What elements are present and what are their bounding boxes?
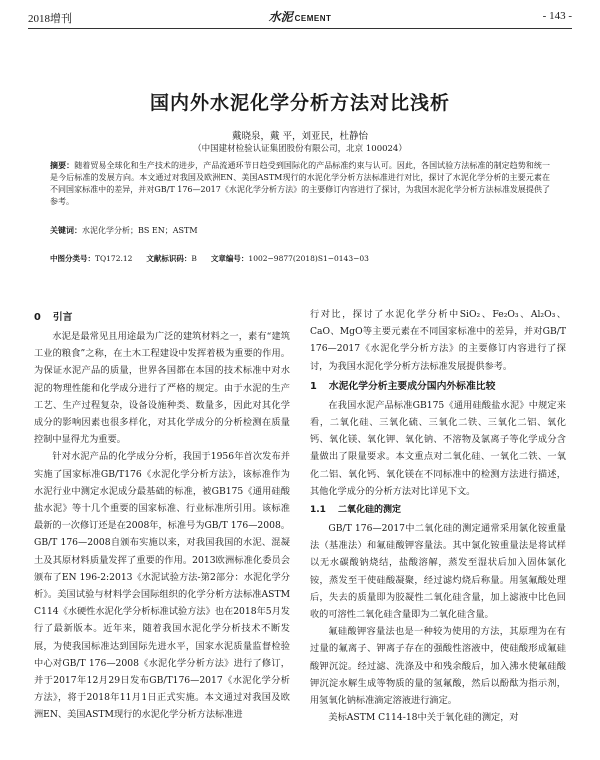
article-id-value: 1002−9877(2018)S1−0143−03	[248, 254, 369, 263]
article-id-label: 文章编号：	[210, 254, 249, 263]
paragraph: 氟硅酸钾容量法也是一种较为使用的方法，其原理为在有过量的氟离子、钾离子存在的强酸性溶液中，使硅酸形成氟硅酸钾沉淀。经过滤、洗涤及中和残余酸后，加入沸水使氟硅酸钾沉淀水解生成等物质的量的氢氟酸，然后以酚酞为指示剂，用氢氧化钠标准滴定溶液进行滴定。	[310, 626, 566, 707]
doc-code-label: 文献标识码：	[146, 254, 192, 263]
paragraph: 美标ASTM C114-18中关于氧化硅的测定，对	[328, 712, 519, 724]
paragraph: GB/T 176—2017中二氧化硅的测定通常采用氯化铵重量法（基准法）和氟硅酸钾容量法。其中氯化铵重量法是将试样以无水碳酸钠烧结，盐酸溶解，蒸发至湿状后加入固体氯化铵，蒸发至干使硅酸凝聚，经过滤灼烧后称量。用氢氟酸处理后，失去的质量即为胶凝性二氧化硅含量，加上滤液中比色回收的可溶性二氧化硅含量即为二氧化硅含量。	[310, 523, 566, 621]
keywords-label: 关键词：	[50, 226, 82, 235]
journal-logo	[28, 8, 572, 25]
paragraph: 行对比，探讨了水泥化学分析中SiO₂、Fe₂O₃、Al₂O₃、CaO、MgO等主要元素在不同国家标准中的差异，并对GB/T 176—2017《水泥化学分析方法》的主要修订内容进行了探讨，为我国水泥化学分析方法标准发展提供参考。	[310, 309, 566, 372]
page-number: - 143 -	[542, 10, 572, 22]
paragraph: 水泥是最常见且用途最为广泛的建筑材料之一，素有“建筑工业的粮食”之称，在土木工程建设中发挥着极为重要的作用。为保证水泥产品的质量，世界各国都在本国的技术标准中对水泥的物理性能和化学成分进行了严格的规定。由于水泥的生产工艺、生产过程复杂，设备设施种类、数量多，因此对其化学成分的影响因素也很多样化，对其化学成分的分析检测在质量控制中显得尤为重要。	[34, 331, 290, 446]
journal-issue: 2018增刊	[28, 13, 72, 25]
subsection-number: 1.1	[310, 505, 326, 516]
logo-brand: CEMENT	[294, 14, 332, 23]
authors: 戴晓泉，戴 平，刘亚民，杜静怡	[231, 131, 369, 142]
doc-code-value: B	[191, 254, 197, 263]
logo-text: 水泥	[268, 10, 293, 24]
running-header	[28, 8, 572, 29]
clc-value: TQ172.12	[95, 254, 133, 263]
paragraph: 针对水泥产品的化学成分分析，我国于1956年首次发布并实施了国家标准GB/T176《水泥化学分析方法》，该标准作为水泥行业中测定水泥成分最基础的标准，被GB175《通用硅酸盐水泥》等十几个重要的国家标准、行业标准所引用。该标准最新的一次修订还是在2008年，标准号为GB/T 176—2008。GB/T 176—2008自颁布实施以来，对我国我国的水泥、混凝土及其原材料质量发挥了重要的作用。2013欧洲标准化委员会颁布了EN 196-2:2013《水泥试验方法-第2部分：水泥化学分析》。美国试验与材料学会国际组织的化学分析方法标准ASTM C114《水硬性水泥化学分析标准试验方法》也在2018年5月发行了最新版本。近年来，随着我国水泥化学分析技术不断发展，为使我国标准达到国际先进水平，国家水泥质量监督检验中心对GB/T 176—2008《水泥化学分析方法》进行了修订，并于2017年12月29日发布GB/T176—2017《水泥化学分析方法》，将于2018年11月1日正式实施。本文通过对我国及欧洲EN、美国ASTM现行的水泥化学分析方法标准进	[34, 451, 290, 721]
left-column	[34, 306, 290, 724]
paragraph: 在我国水泥产品标准GB175《通用硅酸盐水泥》中规定来看，二氧化硅、三氧化硫、三氧化二铁、三氧化二铝、氧化钙、氧化镁、氧化钾、氧化钠、不溶物及氯离子等化学成分含量做出了限量要求。本文重点对二氧化硅、一氧化二铁、一氧化二铝、氧化钙、氧化镁在不同标准中的检测方法进行描述，其他化学成分的分析方法对比详见下文。	[310, 399, 566, 497]
section-title: 引言	[52, 312, 73, 323]
affiliation: （中国建材检验认证集团股份有限公司，北京 100024）	[193, 144, 407, 154]
article-title: 国内外水泥化学分析方法对比浅析	[149, 92, 450, 114]
keywords-text: 水泥化学分析；BS EN；ASTM	[82, 226, 198, 235]
section-number: 0	[34, 312, 41, 323]
abstract	[50, 160, 550, 208]
right-column	[310, 306, 566, 726]
abstract-label: 摘要：	[50, 161, 75, 170]
section-heading	[34, 309, 290, 326]
classification-line	[50, 253, 550, 265]
subsection-title: 二氧化硅的测定	[337, 505, 401, 516]
section-number: 1	[310, 380, 317, 392]
subsection-heading	[310, 502, 566, 519]
clc-label: 中图分类号：	[50, 254, 95, 263]
section-title: 水泥化学分析主要成分国内外标准比较	[328, 380, 496, 392]
abstract-text: 随着贸易全球化和生产技术的进步，产品流通环节日趋受到国际化的产品标准约束与认可。因此，各国试验方法标准的制定趋势和统一是今后标准的发展方向。本文通过对我国及欧洲EN、美国ASTM现行的水泥化学分析方法标准进行对比，探讨了水泥化学分析的主要元素在不同国家标准中的差异，并对GB/T 176—2017《水泥化学分析方法》的主要修订内容进行了探讨，为我国水泥化学分析方法标准发展提供了参考。	[50, 161, 551, 206]
section-heading	[310, 378, 566, 395]
keywords	[50, 225, 550, 237]
